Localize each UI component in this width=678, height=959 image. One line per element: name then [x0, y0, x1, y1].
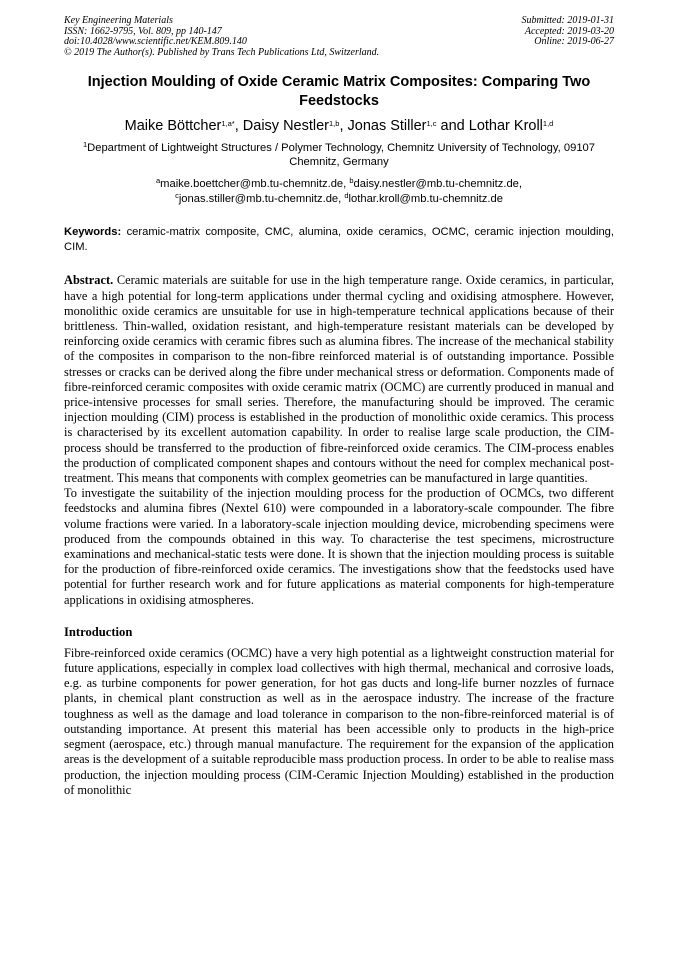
affiliation-text: Department of Lightweight Structures / Polymer Technology, Chemnitz University of Technology, 09107 Chemnitz, Germany — [87, 142, 595, 168]
copyright-line: © 2019 The Author(s). Published by Trans Tech Publications Ltd, Switzerland. — [64, 46, 380, 58]
email-address: lothar.kroll@mb.tu-chemnitz.de — [348, 192, 503, 205]
email-sup: c — [175, 190, 179, 200]
doi-line: doi:10.4028/www.scientific.net/KEM.809.140 — [64, 36, 247, 47]
abstract-paragraph-1 — [64, 273, 614, 486]
issn-line: ISSN: 1662-9795, Vol. 809, pp 140-147 — [64, 25, 222, 37]
email-address: jonas.stiller@mb.tu-chemnitz.de — [178, 192, 339, 205]
author-name: Maike Böttcher — [124, 118, 222, 134]
email-list — [64, 177, 614, 206]
email-address: maike.boettcher@mb.tu-chemnitz.de — [160, 178, 344, 190]
author-sep: , — [234, 118, 243, 134]
abstract-text-1: Ceramic materials are suitable for use in the high temperature range. Oxide ceramics, in particular, have a high potential for long-term applications under thermal cycling and oxidising atmosphere. However, monolithic oxide ceramics are unsuitable for use in high-temperature technical applications because of their brittleness. Thin-walled, oxidation resistant, and high-temperature resistant materials can be developed by reinforcing oxide ceramics with ceramic fibres such as alumina fibres. The increase of the mechanical stability of the composites in comparison to the non-fibre reinforced material is of outstanding importance. Possible stresses or cracks can be derived along the fibre under mechanical stress or deformation. Components made of fibre-reinforced ceramic composites with oxide ceramic matrix (OCMC) are currently produced in manual and price-intensive processes for small series. Therefore, the manufacturing should be improved. The ceramic injection moulding (CIM) process is established in the production of monolithic oxide ceramics. This process is characterised by its excellent automation capability. In order to realise large scale production, the CIM-process should be transferred to the production of fibre-reinforced oxide ceramics. The CIM-process enables the production of complicated component shapes and contours without the need for complex mechanical post-treatment. This means that components with complex geometries can be manufactured in large quantities. — [64, 273, 614, 486]
author-sup: 1,a* — [221, 119, 235, 128]
publication-dates — [522, 16, 615, 58]
author-name: Jonas Stiller — [347, 118, 427, 134]
abstract-paragraph-2: To investigate the suitability of the injection moulding process for the production of OCMCs, two different feedstocks and alumina fibres (Nextel 610) were compounded in a laboratory-scale compounder. The fibre volume fractions were varied. In a laboratory-scale injection moulding device, microbending specimens were produced from the compounds obtained in this way. To characterise the test specimens, microstructure examinations and mechanical-static tests were done. It is shown that the injection moulding process is suitable for the production of fibre-reinforced oxide ceramics. The investigations show that the feedstocks used have potential for further research work and for future applications as material components for high-temperature applications in oxidising atmospheres. — [64, 486, 614, 607]
paper-page — [64, 16, 614, 798]
email-sep: , — [338, 192, 345, 205]
affiliation — [64, 141, 614, 169]
email-sup: d — [344, 190, 349, 200]
author-list — [64, 118, 614, 135]
online-date: Online: 2019-06-27 — [534, 36, 614, 47]
keywords — [64, 225, 614, 255]
submitted-date: Submitted: 2019-01-31 — [521, 15, 614, 26]
journal-header — [64, 16, 614, 58]
abstract-label: Abstract. — [64, 273, 114, 288]
author-name: Daisy Nestler — [242, 118, 329, 134]
affiliation-sup: 1 — [82, 140, 88, 149]
journal-info — [64, 16, 379, 58]
email-sep: , — [343, 178, 350, 190]
email-sep: , — [518, 178, 522, 190]
email-sup: b — [349, 176, 354, 185]
author-sep: and — [436, 118, 469, 134]
author-sep: , — [339, 118, 348, 134]
author-sup: 1,b — [329, 119, 340, 128]
introduction-paragraph-1: Fibre-reinforced oxide ceramics (OCMC) have a very high potential as a lightweight construction material for future applications, especially in complex load collectives with high thermal, mechanical and corrosive loads, e.g. as turbine components for power generation, for hot gas ducts and long-life burner nozzles of furnace plants, in chemical plant construction as well as in the aerospace industry. The increase of the fracture toughness as well as the damage and load tolerance in comparison to the non-fibre-reinforced material is of outstanding importance. At present this material has been accessible only to products in the high-price segment (aerospace, etc.) through manual manufacture. The requirement for the expansion of the application areas is the development of a suitable reproducible mass production process. In order to be able to realise mass production, the injection moulding process (CIM-Ceramic Injection Moulding) established in the production of monolithic — [64, 645, 614, 797]
author-name: Lothar Kroll — [468, 118, 543, 134]
accepted-date: Accepted: 2019-03-20 — [524, 25, 614, 37]
author-sup: 1,d — [542, 119, 554, 128]
paper-title: Injection Moulding of Oxide Ceramic Matrix Composites: Comparing Two Feedstocks — [87, 74, 591, 109]
author-sup: 1,c — [426, 119, 437, 128]
introduction-heading: Introduction — [64, 624, 133, 639]
email-sup: a — [155, 176, 161, 185]
keywords-label: Keywords: — [64, 226, 122, 238]
keywords-text: ceramic-matrix composite, CMC, alumina, oxide ceramics, OCMC, ceramic injection moulding, CIM. — [64, 226, 614, 254]
email-address: daisy.nestler@mb.tu-chemnitz.de — [353, 178, 519, 190]
journal-name: Key Engineering Materials — [64, 15, 173, 26]
